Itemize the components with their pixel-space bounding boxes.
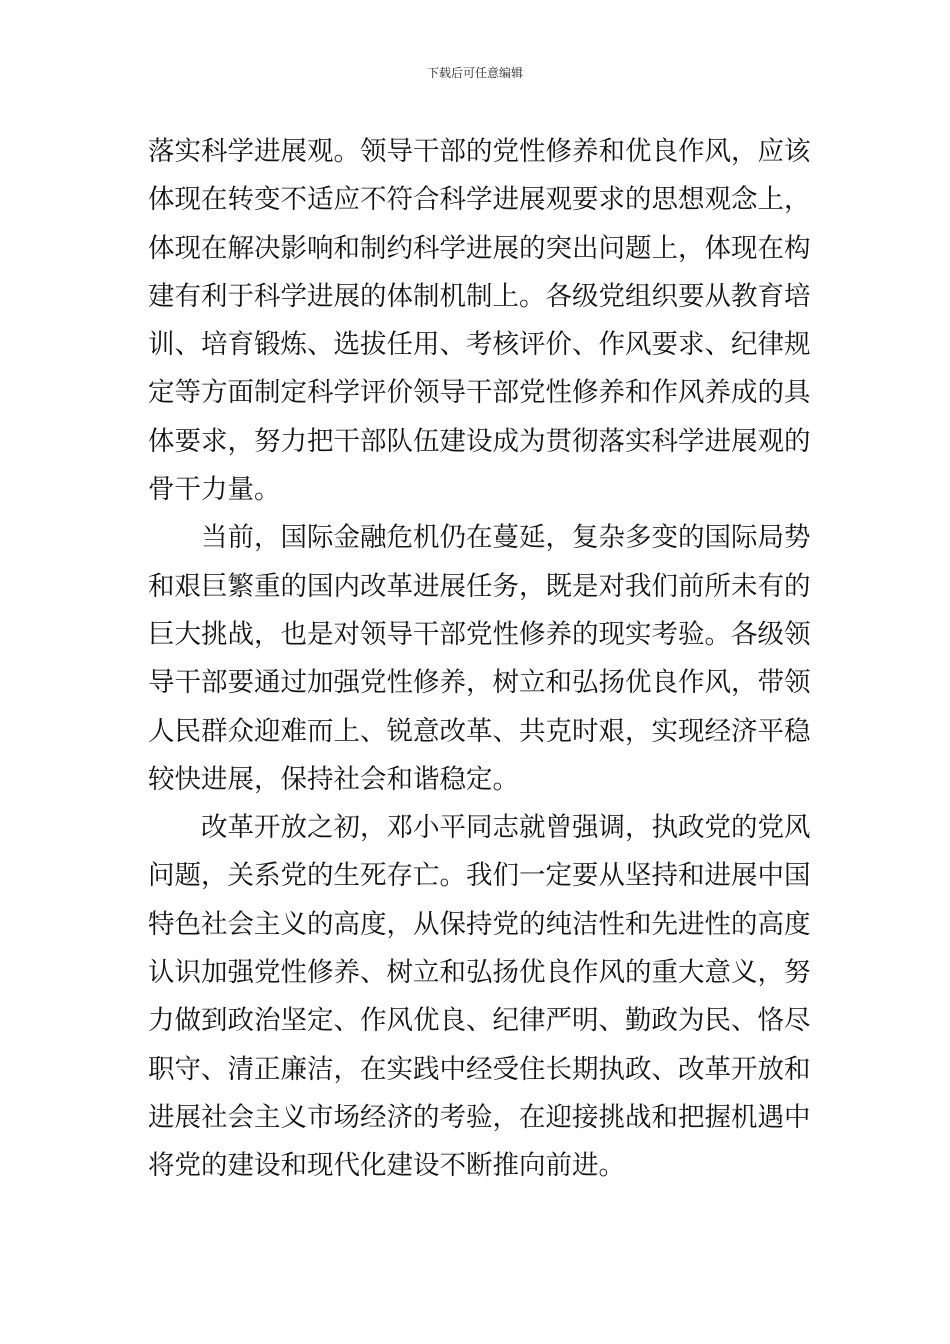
text-line: 特色社会主义的高度，从保持党的纯洁性和先进性的高度 [148,908,811,940]
text-line: 职守、清正廉洁，在实践中经受住长期执政、改革开放和 [148,1053,811,1085]
text-line: 骨干力量。 [148,474,281,506]
text-line: 落实科学进展观。领导干部的党性修养和优良作风，应该 [148,136,811,167]
text-line: 训、培育锻炼、选拔任用、考核评价、作风要求、纪律规 [148,329,811,361]
text-line: 当前，国际金融危机仍在蔓延，复杂多变的国际局势 [201,522,811,554]
text-line: 建有利于科学进展的体制机制上。各级党组织要从教育培 [148,280,811,312]
text-line: 体现在转变不适应不符合科学进展观要求的思想观念上， [148,184,811,216]
text-line: 定等方面制定科学评价领导干部党性修养和作风养成的具 [148,377,811,409]
text-line: 人民群众迎难而上、锐意改革、共克时艰，实现经济平稳 [148,715,811,747]
text-line: 问题，关系党的生死存亡。我们一定要从坚持和进展中国 [148,860,811,892]
text-line: 体要求，努力把干部队伍建设成为贯彻落实科学进展观的 [148,425,811,457]
text-line: 进展社会主义市场经济的考验，在迎接挑战和把握机遇中 [148,1101,811,1133]
text-line: 认识加强党性修养、树立和弘扬优良作风的重大意义，努 [148,957,811,989]
text-line: 巨大挑战，也是对领导干部党性修养的现实考验。各级领 [148,618,811,650]
text-line: 导干部要通过加强党性修养，树立和弘扬优良作风，带领 [148,667,811,699]
text-line: 力做到政治坚定、作风优良、纪律严明、勤政为民、恪尽 [148,1005,811,1037]
text-line: 较快进展，保持社会和谐稳定。 [148,763,519,795]
body-text [148,128,811,1191]
header-note: 下载后可任意编辑 [426,66,523,80]
text-line: 体现在解决影响和制约科学进展的突出问题上，体现在构 [148,232,811,264]
text-line: 将党的建设和现代化建设不断推向前进。 [148,1150,625,1182]
text-line: 改革开放之初，邓小平同志就曾强调，执政党的党风 [201,812,811,844]
text-line: 和艰巨繁重的国内改革进展任务，既是对我们前所未有的 [148,570,811,602]
